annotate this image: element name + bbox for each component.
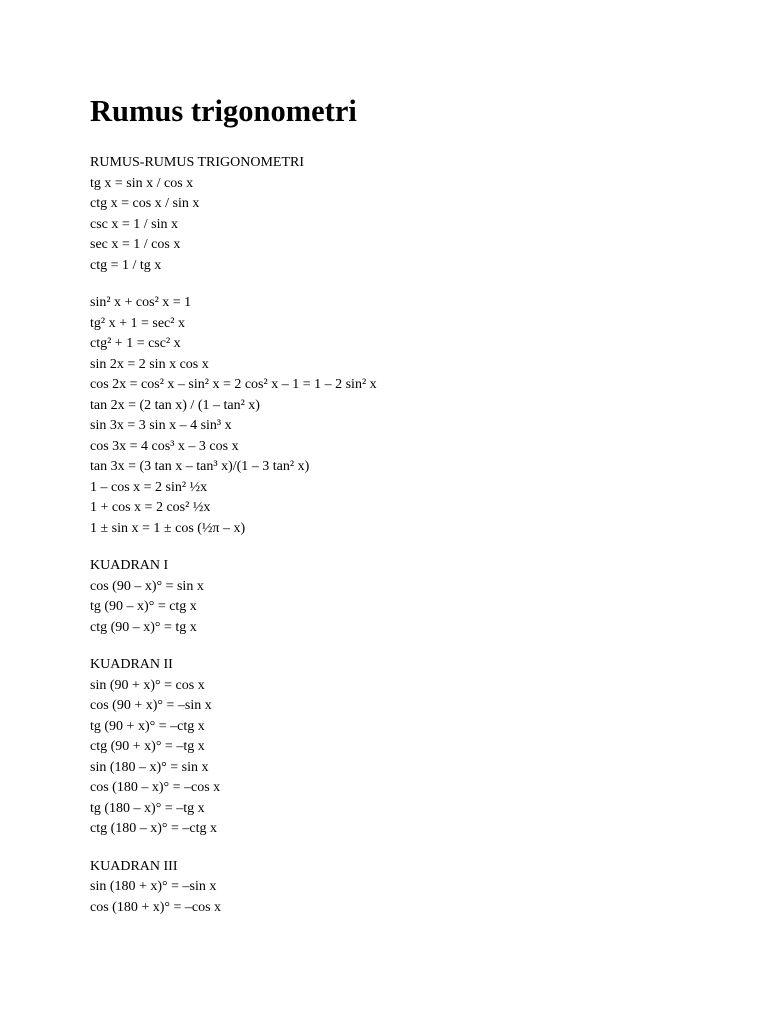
section-heading: KUADRAN I <box>90 558 169 573</box>
section-heading: KUADRAN II <box>90 657 173 672</box>
formula-line: tan 2x = (2 tan x) / (1 – tan² x) <box>90 397 260 413</box>
formula-line: cos 3x = 4 cos³ x – 3 cos x <box>90 438 239 454</box>
section-kuadran-3 <box>90 857 730 919</box>
formula-line: ctg² + 1 = csc² x <box>90 336 181 351</box>
page-title: Rumus trigonometri <box>90 94 357 128</box>
formula-line: csc x = 1 / sin x <box>90 216 178 232</box>
formula-line: 1 – cos x = 2 sin² ½x <box>90 479 208 495</box>
formula-line: sin 2x = 2 sin x cos x <box>90 356 209 372</box>
section-heading: RUMUS-RUMUS TRIGONOMETRI <box>90 155 305 170</box>
section-heading: KUADRAN III <box>90 858 178 874</box>
formula-line: cos (90 – x)° = sin x <box>90 578 204 594</box>
section-basic-identities <box>90 153 730 276</box>
formula-line: tg (90 – x)° = ctg x <box>90 599 197 614</box>
section-multiple-angles <box>90 293 730 539</box>
formula-line: cos 2x = cos² x – sin² x = 2 cos² x – 1 = 1 – 2 sin² x <box>90 377 377 392</box>
formula-line: sin² x + cos² x = 1 <box>90 295 192 310</box>
formula-line: tg (90 + x)° = –ctg x <box>90 718 205 734</box>
formula-line: sin 3x = 3 sin x – 4 sin³ x <box>90 418 232 433</box>
formula-line: ctg (90 + x)° = –tg x <box>90 739 205 754</box>
formula-line: ctg (90 – x)° = tg x <box>90 619 197 635</box>
formula-line: ctg (180 – x)° = –ctg x <box>90 821 218 836</box>
formula-line: tg (180 – x)° = –tg x <box>90 800 205 816</box>
formula-line: 1 + cos x = 2 cos² ½x <box>90 500 211 515</box>
section-kuadran-1 <box>90 556 730 638</box>
formula-line: tan 3x = (3 tan x – tan³ x)/(1 – 3 tan² x) <box>90 459 310 474</box>
section-kuadran-2 <box>90 655 730 840</box>
formula-line: sin (180 + x)° = –sin x <box>90 879 217 894</box>
formula-line: tg² x + 1 = sec² x <box>90 315 185 331</box>
document-page <box>90 93 730 935</box>
formula-line: ctg = 1 / tg x <box>90 257 162 273</box>
formula-line: sin (90 + x)° = cos x <box>90 677 205 693</box>
formula-line: sec x = 1 / cos x <box>90 237 181 252</box>
formula-line: cos (180 – x)° = –cos x <box>90 780 221 795</box>
formula-line: sin (180 – x)° = sin x <box>90 759 209 775</box>
formula-line: cos (90 + x)° = –sin x <box>90 698 212 713</box>
formula-line: 1 ± sin x = 1 ± cos (½π – x) <box>90 520 246 536</box>
formula-line: tg x = sin x / cos x <box>90 175 194 191</box>
formula-line: cos (180 + x)° = –cos x <box>90 899 222 915</box>
formula-line: ctg x = cos x / sin x <box>90 196 200 211</box>
